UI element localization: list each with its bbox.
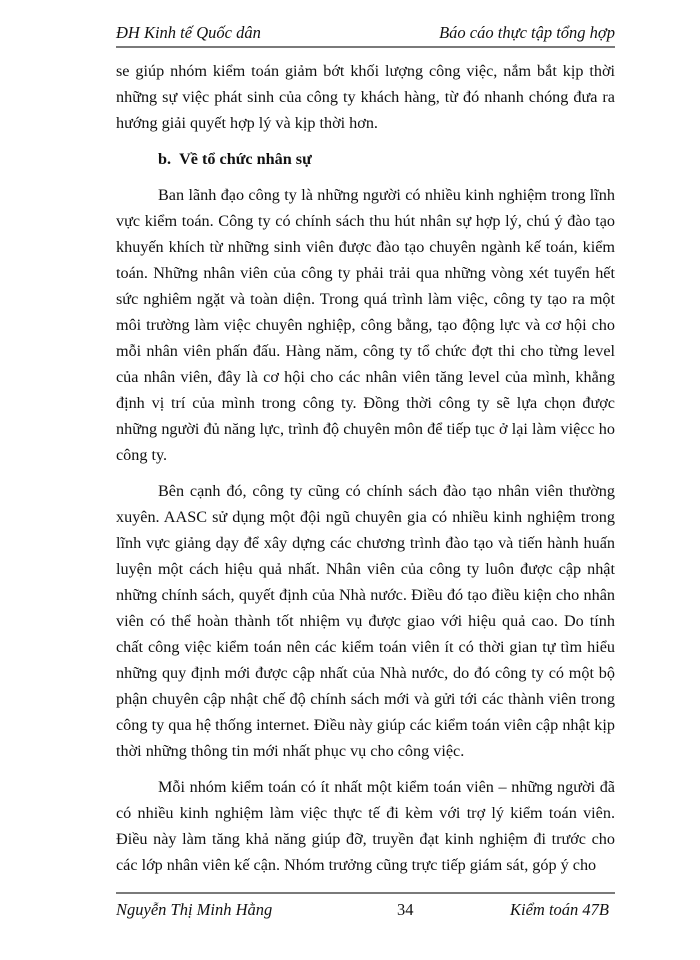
footer-class: Kiểm toán 47B <box>510 900 609 919</box>
intro-paragraph: se giúp nhóm kiểm toán giảm bớt khối lượng công việc, nắm bắt kịp thời những sự việc phát sinh của công ty khách hàng, từ đó nhanh chóng đưa ra hướng giải quyết hợp lý và kịp thời hơn. <box>116 62 615 132</box>
section-heading <box>116 146 615 172</box>
header-report-title: Báo cáo thực tập tổng hợp <box>439 23 615 42</box>
document-body <box>116 58 615 888</box>
page-footer <box>116 892 615 924</box>
header-institution: ĐH Kinh tế Quốc dân <box>116 23 261 42</box>
paragraph-training: Bên cạnh đó, công ty cũng có chính sách đào tạo nhân viên thường xuyên. AASC sử dụng một đội ngũ chuyên gia có nhiều kinh nghiệm trong lĩnh vực giảng dạy để xây dựng các chương trình đào tạo và tiến hành huấn luyện một cách hiệu quả nhất. Nhân viên của công ty luôn được cập nhật những chính sách, quyết định của Nhà nước. Điều đó tạo điều kiện cho nhân viên có thể hoàn thành tốt nhiệm vụ được giao với hiệu quả cao. Do tính chất công việc kiểm toán nên các kiểm toán viên ít có thời gian tự tìm hiểu những quy định mới được cập nhất của Nhà nước, do đó công ty có một bộ phận chuyên cập nhật chế độ chính sách mới và gửi tới các thành viên trong công ty qua hệ thống internet. Điều này giúp các kiểm toán viên cập nhật kịp thời những thông tin mới nhất phục vụ cho công việc. <box>116 482 615 760</box>
footer-page-number: 34 <box>397 900 414 919</box>
paragraph-leadership: Ban lãnh đạo công ty là những người có nhiều kinh nghiệm trong lĩnh vực kiểm toán. Công ty có chính sách thu hút nhân sự hợp lý, chú ý đào tạo khuyến khích từ những sinh viên được đào tạo chuyên ngành kế toán, kiểm toán. Những nhân viên của công ty phải trải qua những vòng xét tuyển hết sức nghiêm ngặt và toàn diện. Trong quá trình làm việc, công ty tạo ra một môi trường làm việc chuyên nghiệp, công bằng, tạo động lực và cơ hội cho mỗi nhân viên phấn đấu. Hàng năm, công ty tổ chức đợt thi cho từng level của nhân viên, đây là cơ hội cho các nhân viên tăng level của mình, khẳng định vị trí của mình trong công ty. Đồng thời công ty sẽ lựa chọn được những người đủ năng lực, trình độ chuyên môn để tiếp tục ở lại làm việcc ho công ty. <box>116 186 615 464</box>
section-label: b. <box>158 150 172 168</box>
paragraph-audit-teams: Mỗi nhóm kiểm toán có ít nhất một kiểm toán viên – những người đã có nhiều kinh nghiệm làm việc thực tế đi kèm với trợ lý kiểm toán viên. Điều này làm tăng khả năng giúp đỡ, truyền đạt kinh nghiệm đi trước cho các lớp nhân viên kế cận. Nhóm trưởng cũng trực tiếp giám sát, góp ý cho <box>116 778 615 874</box>
footer-author: Nguyễn Thị Minh Hằng <box>116 900 273 919</box>
page-header <box>116 22 615 48</box>
section-title: Về tổ chức nhân sự <box>179 150 312 168</box>
